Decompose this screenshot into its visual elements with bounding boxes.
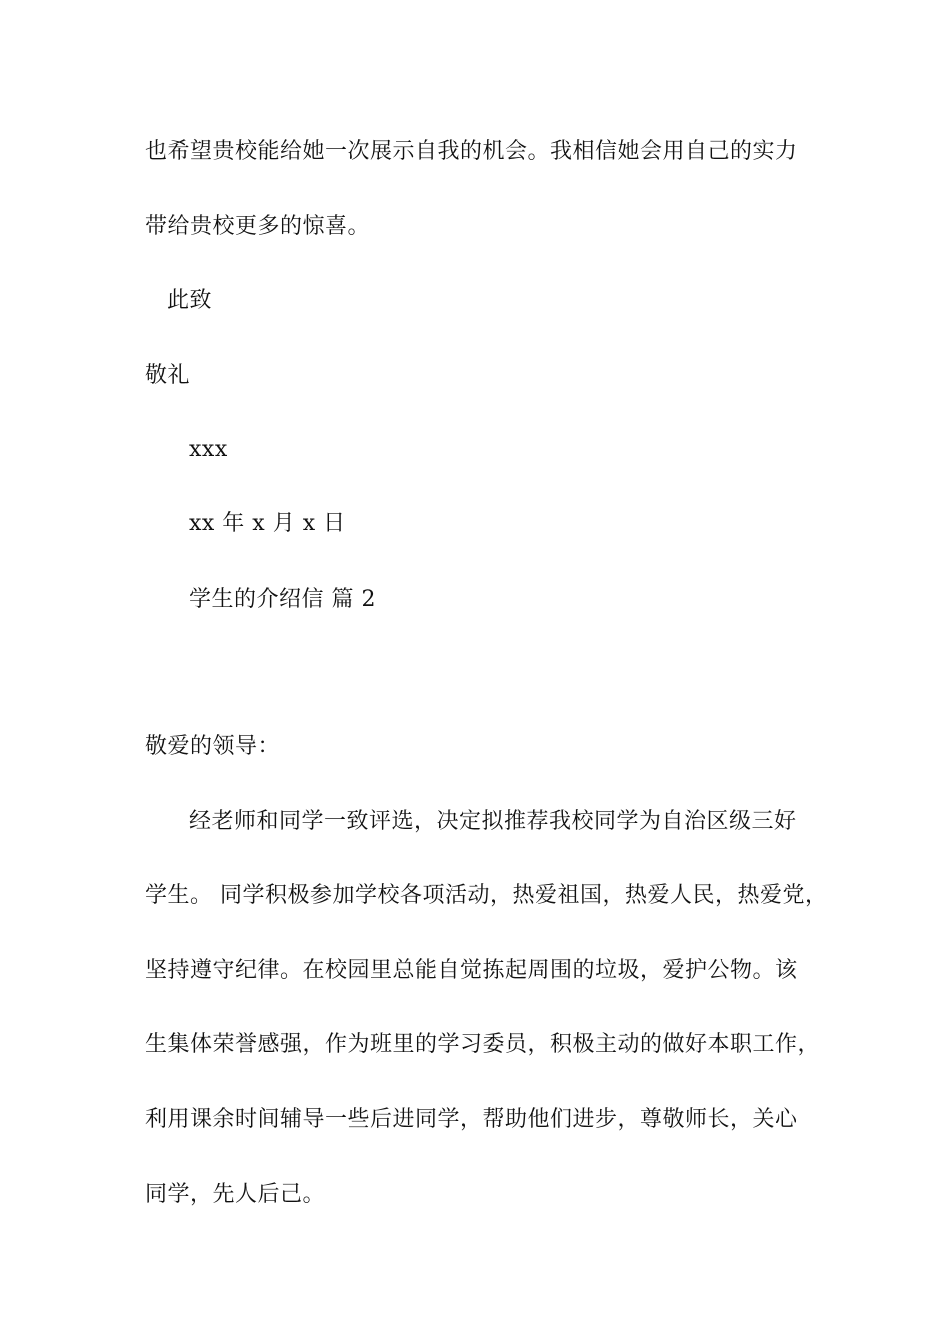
signature-date: xx 年 x 月 x 日: [189, 511, 346, 536]
closing-regards: 敬礼: [145, 363, 191, 388]
letter-greeting: 敬爱的领导：: [145, 734, 281, 759]
body-paragraph-line: 利用课余时间辅导一些后进同学，帮助他们进步，尊敬师长，关心: [145, 1107, 798, 1132]
body-paragraph-line: 经老师和同学一致评选，决定拟推荐我校同学为自治区级三好: [189, 809, 797, 834]
closing-salutation: 此致: [167, 288, 213, 313]
section-heading: 学生的介绍信 篇 2: [189, 587, 376, 612]
body-paragraph-line: 学生。 同学积极参加学校各项活动，热爱祖国，热爱人民，热爱党，: [145, 883, 828, 908]
body-paragraph-line: 同学，先人后己。: [145, 1182, 326, 1207]
body-paragraph-line: 带给贵校更多的惊喜。: [145, 214, 371, 239]
body-paragraph-line: 生集体荣誉感强，作为班里的学习委员，积极主动的做好本职工作，: [145, 1032, 821, 1057]
body-paragraph-line: 坚持遵守纪律。在校园里总能自觉拣起周围的垃圾，爱护公物。该: [145, 958, 798, 983]
body-paragraph-line: 也希望贵校能给她一次展示自我的机会。我相信她会用自己的实力: [145, 139, 798, 164]
signature-name: xxx: [189, 437, 228, 462]
